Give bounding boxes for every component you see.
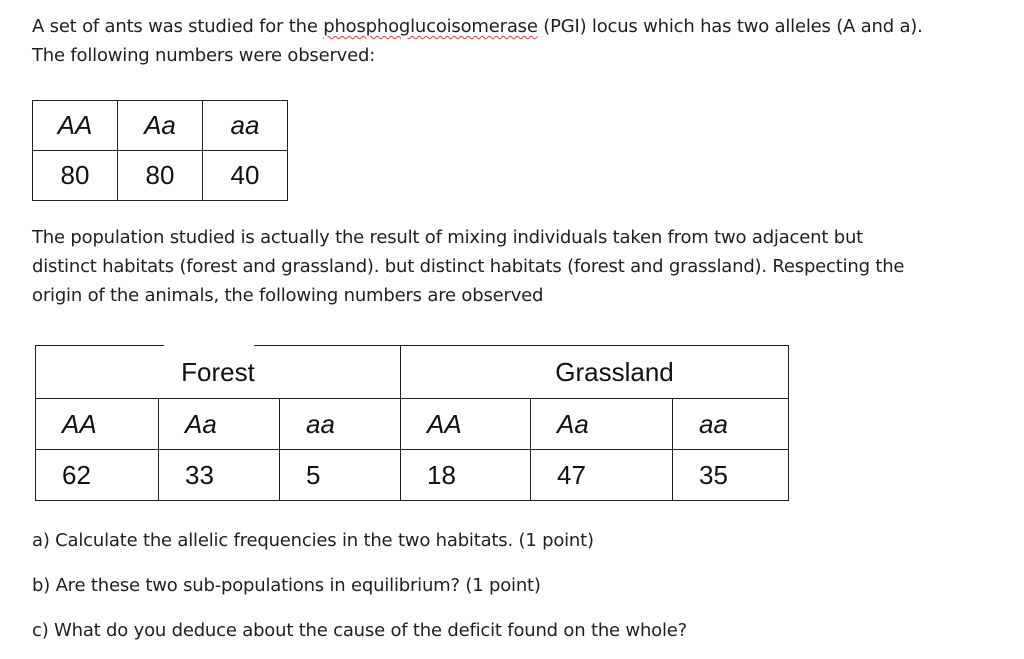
question-b: b) Are these two sub-populations in equilibrium? (1 point) — [32, 575, 541, 596]
spellcheck-underlined-word: phosphoglucoisomerase — [323, 16, 538, 37]
grassland-header-aa: aa — [673, 399, 789, 450]
header-cell-Aa: Aa — [118, 101, 203, 151]
intro-line-1-end: (PGI) locus which has two alleles (A and a). — [537, 16, 923, 37]
intro-line-2: The following numbers were observed: — [32, 45, 376, 66]
table-row — [36, 450, 789, 501]
habitat-genotype-table — [35, 345, 789, 501]
header-cell-aa: aa — [203, 101, 288, 151]
genotype-header-row — [36, 399, 789, 450]
forest-count-aa: 5 — [280, 450, 401, 501]
middle-line-1: The population studied is actually the result of mixing individuals taken from two adjacent but — [32, 227, 864, 248]
intro-paragraph — [32, 12, 923, 70]
intro-line-1-start: A set of ants was studied for the — [32, 16, 324, 37]
question-a: a) Calculate the allelic frequencies in the two habitats. (1 point) — [32, 530, 594, 551]
forest-header: Forest — [36, 346, 401, 399]
habitat-header-row — [36, 346, 789, 399]
forest-header-AA: AA — [36, 399, 159, 450]
grassland-count-aa: 35 — [673, 450, 789, 501]
middle-paragraph — [32, 223, 904, 310]
question-c: c) What do you deduce about the cause of the deficit found on the whole? — [32, 620, 688, 641]
grassland-header-AA: AA — [401, 399, 531, 450]
forest-count-AA: 62 — [36, 450, 159, 501]
grassland-header: Grassland — [401, 346, 789, 399]
middle-line-2: distinct habitats (forest and grassland). but distinct habitats (forest and grassland). Respecting the — [32, 256, 905, 277]
count-cell-Aa: 80 — [118, 151, 203, 201]
forest-count-Aa: 33 — [159, 450, 280, 501]
border-gap — [164, 342, 254, 348]
grassland-count-AA: 18 — [401, 450, 531, 501]
table-header-row — [33, 101, 288, 151]
middle-line-3: origin of the animals, the following numbers are observed — [32, 285, 544, 306]
grassland-header-Aa: Aa — [531, 399, 673, 450]
header-cell-AA: AA — [33, 101, 118, 151]
count-cell-AA: 80 — [33, 151, 118, 201]
grassland-count-Aa: 47 — [531, 450, 673, 501]
forest-header-Aa: Aa — [159, 399, 280, 450]
genotype-counts-table — [32, 100, 288, 201]
table-row — [33, 151, 288, 201]
forest-header-aa: aa — [280, 399, 401, 450]
count-cell-aa: 40 — [203, 151, 288, 201]
